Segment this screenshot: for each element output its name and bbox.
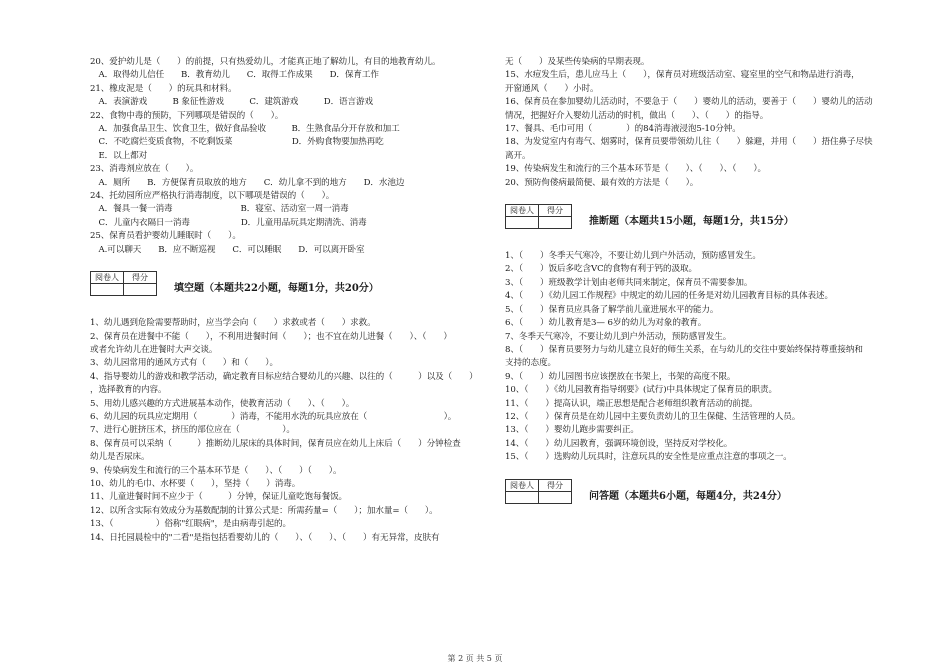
judge-question-line: 4、（ ）《幼儿园工作规程》中规定的幼儿园的任务是对幼儿园教育目标的具体表述。 (505, 291, 834, 302)
fill-question-line: 无（ ）及某些传染病的早期表现。 (505, 57, 650, 67)
fill-question-line: 4、指导婴幼儿的游戏和教学活动，确定教育目标应结合婴幼儿的兴趣、以往的（ ）以及（ ） (90, 371, 478, 382)
fill-question-line: 15、水痘发生后，患儿应马上（ ），保育员对班级活动室、寝室里的空气和物品进行消毒， (505, 70, 860, 81)
question-line: 21、橡皮泥是（ ）的玩具和材料。 (90, 83, 237, 94)
judge-question-line: 11、（ ）提高认识，端正思想是配合老师组织教育活动的前提。 (505, 398, 758, 409)
reviewer-label: 阅卷人 (506, 205, 539, 217)
question-line: 24、托幼园所应严格执行消毒制度，以下哪项是错误的（ ）。 (90, 191, 335, 202)
choice-questions (90, 56, 490, 257)
reviewer-cell (506, 217, 539, 229)
question-line: C．不吃腐烂变质食物，不吃剩饭菜 D．外购食物要加热再吃 (90, 137, 384, 148)
fill-question-line: 16、保育员在参加婴幼儿活动时，不要急于（ ）婴幼儿的活动，要善于（ ）婴幼儿的活动 (505, 97, 873, 108)
judge-question-line: 1、（ ）冬季天气寒冷，不要让幼儿到户外活动，预防感冒发生。 (505, 251, 761, 262)
page-footer: 第 2 页 共 5 页 (447, 654, 503, 663)
fill-question-line: 14、日托园晨检中的"二看"是指包括看婴幼儿的（ ）、（ ）、（ ）有无异常，皮肤有 (90, 532, 440, 543)
fill-question-line: 幼儿是否尿床。 (90, 452, 150, 463)
fill-question-line: 17、餐具、毛巾可用（ ）的84消毒液浸泡5-10分钟。 (505, 124, 741, 135)
question-line: 20、爱护幼儿是（ ）的前提，只有热爱幼儿，才能真正地了解幼儿，有目的地教育幼儿。 (90, 57, 441, 67)
reviewer-cell (506, 491, 539, 503)
score-label: 得分 (539, 205, 572, 217)
fill-question-line: 6、幼儿园的玩具应定期用（ ）消毒，不能用水洗的玩具应放在（ ）。 (90, 411, 457, 422)
qa-section-header (505, 473, 911, 515)
judge-question-line: 12、（ ）保育员是在幼儿园中主要负责幼儿的卫生保健、生活管理的人员。 (505, 411, 801, 422)
fill-question-line: 或者允许幼儿在进餐时大声交谈。 (90, 344, 218, 355)
fill-questions-continued (505, 56, 911, 190)
fill-question-line: 离开。 (505, 150, 531, 161)
judge-question-line: 5、（ ）保育员应具备了解学前儿童进展水平的能力。 (505, 304, 719, 315)
fill-question-line: 19、传染病发生和流行的三个基本环节是（ ）、（ ）、（ ）。 (505, 164, 767, 175)
fill-question-line: 9、传染病发生和流行的三个基本环节是（ ）、（ ）（ ）。 (90, 465, 342, 476)
fill-question-line: 18、为发觉室内有毒气、烟雾时，保育员要带领幼儿往（ ）躲避，并用（ ）捂住鼻子尽快 (505, 137, 873, 148)
judge-question-line: 14、（ ）幼儿园教育，强调环境创设，坚持反对学校化。 (505, 438, 733, 449)
question-line: E．以上都对 (90, 150, 148, 161)
judge-question-line: 3、（ ）班级教学计划由老师共同来制定，保育员不需要参加。 (505, 277, 753, 288)
question-line: A．加强食品卫生、饮食卫生，做好食品验收 B．生熟食品分开存放和加工 (90, 124, 400, 135)
judge-question-line: 10、（ ）《幼儿园教育指导纲要》(试行)中具体规定了保育员的职责。 (505, 385, 777, 396)
judge-question-line: 6、（ ）幼儿教育是3— 6岁的幼儿为对象的教育。 (505, 318, 707, 329)
score-cell (539, 491, 572, 503)
reviewer-cell (91, 284, 124, 296)
fill-question-line: 12、以所含实际有效成分为基数配制的计算公式是：所需药量=（ ）；加水量=（ ）。 (90, 505, 438, 516)
judge-question-line: 7、冬季天气寒冷，不要让幼儿到户外活动，预防感冒发生。 (505, 331, 732, 342)
fill-question-line: 情况，把握好介入婴幼儿活动的时机，做出（ ）、（ ）的指导。 (505, 110, 769, 121)
question-line: A．表演游戏 B 象征性游戏 C．建筑游戏 D．语言游戏 (90, 97, 374, 108)
question-line: A．厕所 B．方便保育员取放的地方 C．幼儿拿不到的地方 D．水池边 (90, 177, 405, 188)
fill-question-line: 20、预防佝偻病最简便、最有效的方法是（ ）。 (505, 177, 699, 188)
fill-section-title: 填空题（本题共22小题，每题1分，共20分） (174, 283, 379, 295)
score-cell (124, 284, 157, 296)
judge-question-line: 2、（ ）饭后多吃含VC的食物有利于钙的汲取。 (505, 264, 698, 275)
judge-questions (505, 250, 911, 465)
score-box (505, 479, 572, 504)
question-line: A.可以聊天 B．应不断巡视 C．可以睡眠 D．可以离开卧室 (90, 244, 365, 255)
question-line: C．儿童内衣隔日一消毒 D．儿童用品玩具定期清洗、消毒 (90, 217, 367, 228)
fill-question-line: 1、幼儿遇到危险需要帮助时，应当学会向（ ）求救或者（ ）求救。 (90, 318, 376, 329)
fill-question-line: 8、保育员可以采纳（ ）推断幼儿尿床的具体时间，保育员应在幼儿上床后（ ）分钟检查 (90, 438, 461, 449)
judge-question-line: 支持的态度。 (505, 358, 556, 369)
judge-question-line: 13、（ ）婴幼儿跑步需要纠正。 (505, 425, 639, 436)
question-line: 22、食物中毒的预防，下列哪项是错误的（ ）。 (90, 110, 284, 121)
question-line: 23、消毒剂应放在（ ）。 (90, 164, 199, 175)
fill-question-line: ，选择教育的内容。 (90, 385, 167, 396)
score-box (90, 271, 157, 296)
fill-question-line: 7、进行心脏挤压术，挤压的部位应在（ ）。 (90, 425, 295, 436)
fill-questions (90, 317, 490, 545)
reviewer-label: 阅卷人 (506, 479, 539, 491)
score-label: 得分 (124, 272, 157, 284)
left-column (90, 56, 490, 545)
qa-section-title: 问答题（本题共6小题，每题4分，共24分） (589, 490, 787, 502)
judge-question-line: 15、（ ）选购幼儿玩具时，注意玩具的安全性是应重点注意的事项之一。 (505, 452, 792, 463)
fill-question-line: 11、儿童进餐时间不应少于（ ）分钟，保证儿童吃饱每餐饭。 (90, 492, 348, 503)
reviewer-label: 阅卷人 (91, 272, 124, 284)
fill-question-line: 开窗通风（ ）小时。 (505, 83, 599, 94)
fill-section-header (90, 265, 490, 307)
judge-question-line: 8、（ ）保育员要努力与幼儿建立良好的师生关系，在与幼儿的交往中要始终保持尊重接纳和 (505, 344, 863, 355)
question-line: A．餐具一餐一消毒 B．寝室、活动室一周一消毒 (90, 204, 349, 215)
fill-question-line: 5、用幼儿感兴趣的方式进展基本动作，使教育活动（ ）、（ ）。 (90, 398, 355, 409)
judge-section-header (505, 198, 911, 240)
right-column (505, 56, 911, 525)
fill-question-line: 10、幼儿的毛巾、水杯要（ ），坚持（ ）消毒。 (90, 478, 301, 489)
score-box (505, 204, 572, 229)
score-label: 得分 (539, 479, 572, 491)
question-line: A．取得幼儿信任 B．教育幼儿 C．取得工作成果 D．保育工作 (90, 70, 379, 81)
fill-question-line: 3、幼儿园常用的通风方式有（ ）和（ ）。 (90, 358, 278, 369)
judge-question-line: 9、（ ）幼儿园图书应该摆放在书架上，书架的高度不限。 (505, 371, 736, 382)
score-cell (539, 217, 572, 229)
fill-question-line: 13、（ ）俗称"红眼病"，是由病毒引起的。 (90, 519, 292, 530)
judge-section-title: 推断题（本题共15小题，每题1分，共15分） (589, 216, 794, 228)
question-line: 25、保育员看护婴幼儿睡眠时（ ）。 (90, 231, 241, 242)
fill-question-line: 2、保育员在进餐中不能（ ），不利用进餐时间（ ）；也不宜在幼儿进餐（ ）、（ ） (90, 331, 452, 342)
